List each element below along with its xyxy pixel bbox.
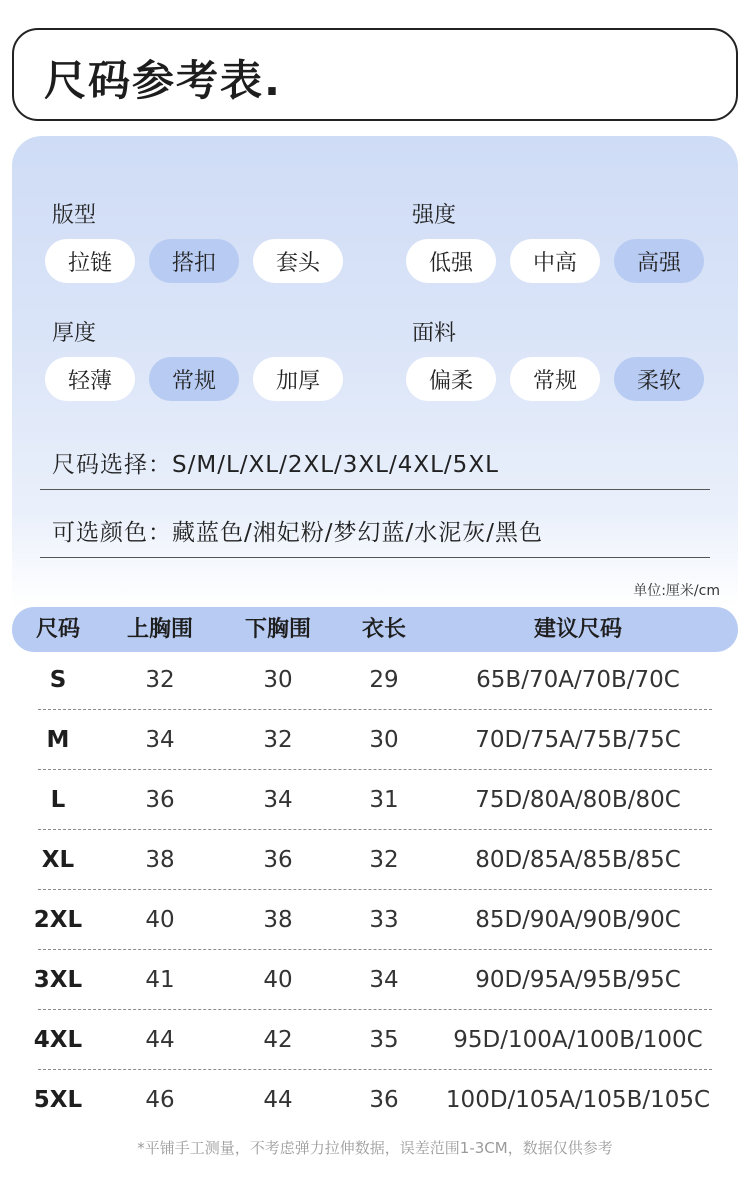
table-header	[12, 607, 738, 652]
size-cell: XL	[41, 847, 75, 873]
suggested-size-cell: 80D/85A/85B/85C	[475, 847, 681, 873]
upper-bust-cell: 41	[145, 967, 175, 993]
strength-label: 强度	[412, 203, 457, 228]
size-cell: 5XL	[33, 1087, 83, 1113]
fabric-label: 面料	[412, 321, 457, 346]
upper-bust-cell: 46	[145, 1087, 175, 1113]
header-size: 尺码	[35, 617, 80, 642]
upper-bust-cell: 40	[145, 907, 175, 933]
divider	[40, 557, 710, 558]
length-cell: 36	[369, 1087, 399, 1113]
suggested-size-cell: 95D/100A/100B/100C	[453, 1027, 703, 1053]
table-row	[0, 710, 750, 770]
upper-bust-cell: 34	[145, 727, 175, 753]
under-bust-cell: 30	[263, 667, 293, 693]
under-bust-cell: 34	[263, 787, 293, 813]
table-row	[0, 650, 750, 710]
under-bust-cell: 36	[263, 847, 293, 873]
strength-option-low[interactable]: 低强	[406, 239, 496, 283]
under-bust-cell: 40	[263, 967, 293, 993]
thickness-option-thin[interactable]: 轻薄	[45, 357, 135, 401]
under-bust-cell: 44	[263, 1087, 293, 1113]
size-cell: 4XL	[33, 1027, 83, 1053]
thickness-option-thick[interactable]: 加厚	[253, 357, 343, 401]
page-title: 尺码参考表.	[44, 56, 282, 105]
size-cell: S	[49, 667, 67, 693]
under-bust-cell: 38	[263, 907, 293, 933]
strength-option-high[interactable]: 高强	[614, 239, 704, 283]
suggested-size-cell: 100D/105A/105B/105C	[445, 1087, 711, 1113]
style-label: 版型	[52, 203, 97, 228]
fabric-option-regular[interactable]: 常规	[510, 357, 600, 401]
length-cell: 29	[369, 667, 399, 693]
length-cell: 31	[369, 787, 399, 813]
header-length: 衣长	[361, 617, 406, 642]
table-row	[0, 830, 750, 890]
thickness-option-regular[interactable]: 常规	[149, 357, 239, 401]
table-row	[0, 950, 750, 1010]
size-cell: 2XL	[33, 907, 83, 933]
divider	[40, 489, 710, 490]
table-row	[0, 1070, 750, 1130]
length-cell: 35	[369, 1027, 399, 1053]
upper-bust-cell: 44	[145, 1027, 175, 1053]
thickness-label: 厚度	[52, 321, 97, 346]
under-bust-cell: 42	[263, 1027, 293, 1053]
footnote: *平铺手工测量，不考虑弹力拉伸数据，误差范围1-3CM，数据仅供参考	[137, 1139, 613, 1157]
length-cell: 30	[369, 727, 399, 753]
length-cell: 32	[369, 847, 399, 873]
header-suggested-size: 建议尺码	[533, 617, 622, 642]
suggested-size-cell: 70D/75A/75B/75C	[475, 727, 681, 753]
style-option-pullover[interactable]: 套头	[253, 239, 343, 283]
upper-bust-cell: 36	[145, 787, 175, 813]
header-under-bust: 下胸围	[244, 617, 311, 642]
size-selection-text: 尺码选择：S/M/L/XL/2XL/3XL/4XL/5XL	[52, 452, 499, 478]
length-cell: 34	[369, 967, 399, 993]
title-box	[12, 28, 738, 121]
table-row	[0, 890, 750, 950]
unit-label: 单位:厘米/cm	[633, 583, 720, 599]
suggested-size-cell: 75D/80A/80B/80C	[475, 787, 681, 813]
size-cell: M	[46, 727, 70, 753]
style-option-hook[interactable]: 搭扣	[149, 239, 239, 283]
strength-option-medium[interactable]: 中高	[510, 239, 600, 283]
header-upper-bust: 上胸围	[126, 617, 193, 642]
upper-bust-cell: 38	[145, 847, 175, 873]
style-option-zipper[interactable]: 拉链	[45, 239, 135, 283]
color-options-text: 可选颜色：藏蓝色/湘妃粉/梦幻蓝/水泥灰/黑色	[52, 520, 543, 546]
under-bust-cell: 32	[263, 727, 293, 753]
suggested-size-cell: 90D/95A/95B/95C	[475, 967, 681, 993]
table-row	[0, 1010, 750, 1070]
length-cell: 33	[369, 907, 399, 933]
size-cell: 3XL	[33, 967, 83, 993]
fabric-option-soft-ish[interactable]: 偏柔	[406, 357, 496, 401]
size-cell: L	[50, 787, 66, 813]
upper-bust-cell: 32	[145, 667, 175, 693]
suggested-size-cell: 65B/70A/70B/70C	[476, 667, 680, 693]
fabric-option-soft[interactable]: 柔软	[614, 357, 704, 401]
table-row	[0, 770, 750, 830]
suggested-size-cell: 85D/90A/90B/90C	[475, 907, 681, 933]
